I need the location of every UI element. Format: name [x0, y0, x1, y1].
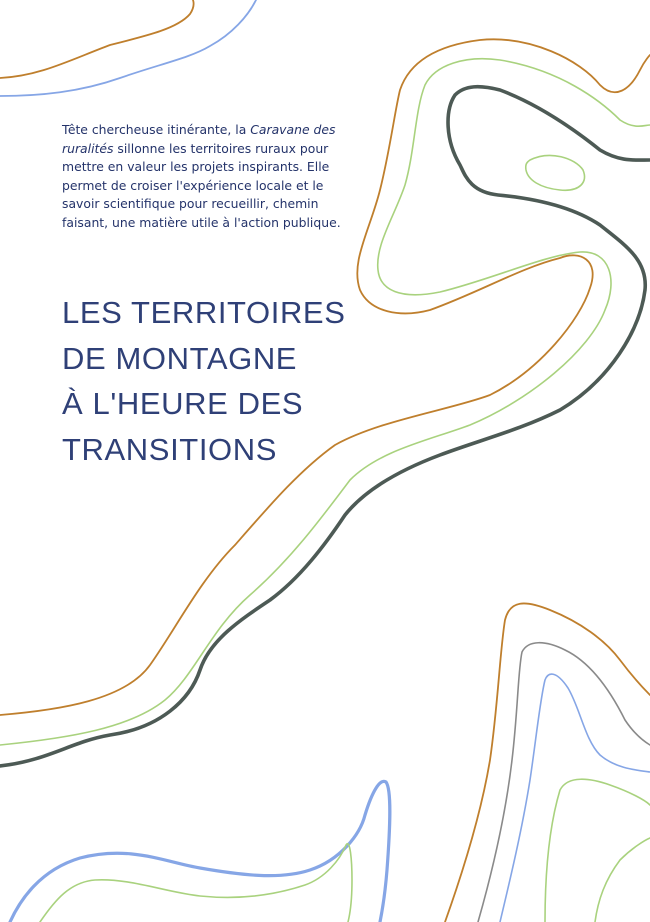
page-title	[62, 290, 362, 472]
contour-line-bottom-right-blue	[500, 674, 650, 922]
intro-rest-text: sillonne les territoires ruraux pour mettre en valeur les projets inspirants. Elle permet de croiser l'expérience locale et le savoir scientifique pour recueillir, chemin faisant, une matière utile à l'action publique.	[62, 140, 341, 230]
intro-italic-project-name: Caravane des ruralités	[62, 122, 336, 156]
title-line-4: TRANSITIONS	[62, 431, 278, 467]
contour-line-top-left-ochre	[0, 0, 194, 78]
title-line-3: À L'HEURE DES	[62, 386, 304, 421]
title-line-2: DE MONTAGNE	[62, 340, 298, 376]
intro-paragraph	[62, 121, 347, 233]
contour-line-bottom-right-green-loop	[545, 779, 650, 922]
contour-line-bottom-right-grey	[478, 643, 650, 922]
title-line-1: LES TERRITOIRES	[62, 295, 346, 330]
contour-line-top-left-blue	[0, 0, 256, 96]
contour-line-bottom-right-green-lower	[595, 838, 650, 922]
intro-lead-text: Tête chercheuse itinérante, la	[62, 122, 251, 137]
contour-line-bottom-left-blue	[10, 781, 390, 922]
contour-line-inner-green-loop	[526, 155, 585, 190]
contour-line-bottom-right-ochre	[445, 603, 650, 922]
